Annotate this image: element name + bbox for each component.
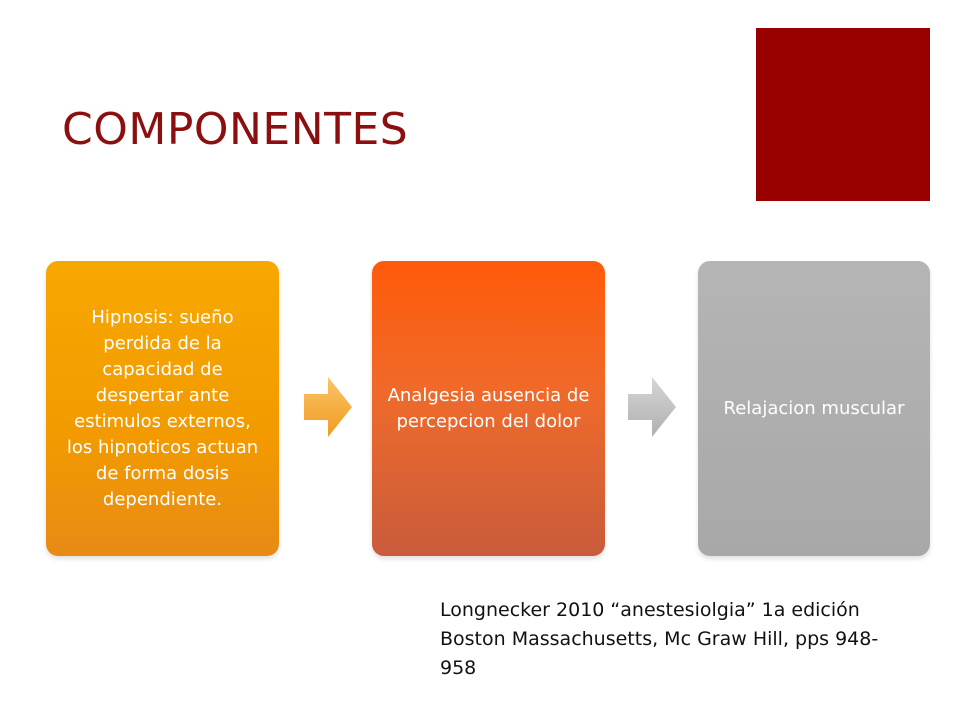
citation-text: Longnecker 2010 “anestesiolgia” 1a edición Boston Massachusetts, Mc Graw Hill, pps 948-958 <box>440 599 879 679</box>
slide-title: COMPONENTES <box>62 104 409 155</box>
step-relajacion-box <box>698 261 930 556</box>
accent-square <box>756 28 930 201</box>
step-analgesia-text: Analgesia ausencia de percepcion del dolor <box>387 384 590 432</box>
step-analgesia-box <box>372 261 605 556</box>
arrow-right-icon <box>304 377 352 437</box>
step-hipnosis-box <box>46 261 279 556</box>
step-relajacion-text: Relajacion muscular <box>723 397 905 419</box>
arrow-right-icon <box>628 377 676 437</box>
step-hipnosis-text: Hipnosis: sueño perdida de la capacidad de despertar ante estimulos externos, los hipnoticos actuan de forma dosis dependiente. <box>66 306 259 510</box>
